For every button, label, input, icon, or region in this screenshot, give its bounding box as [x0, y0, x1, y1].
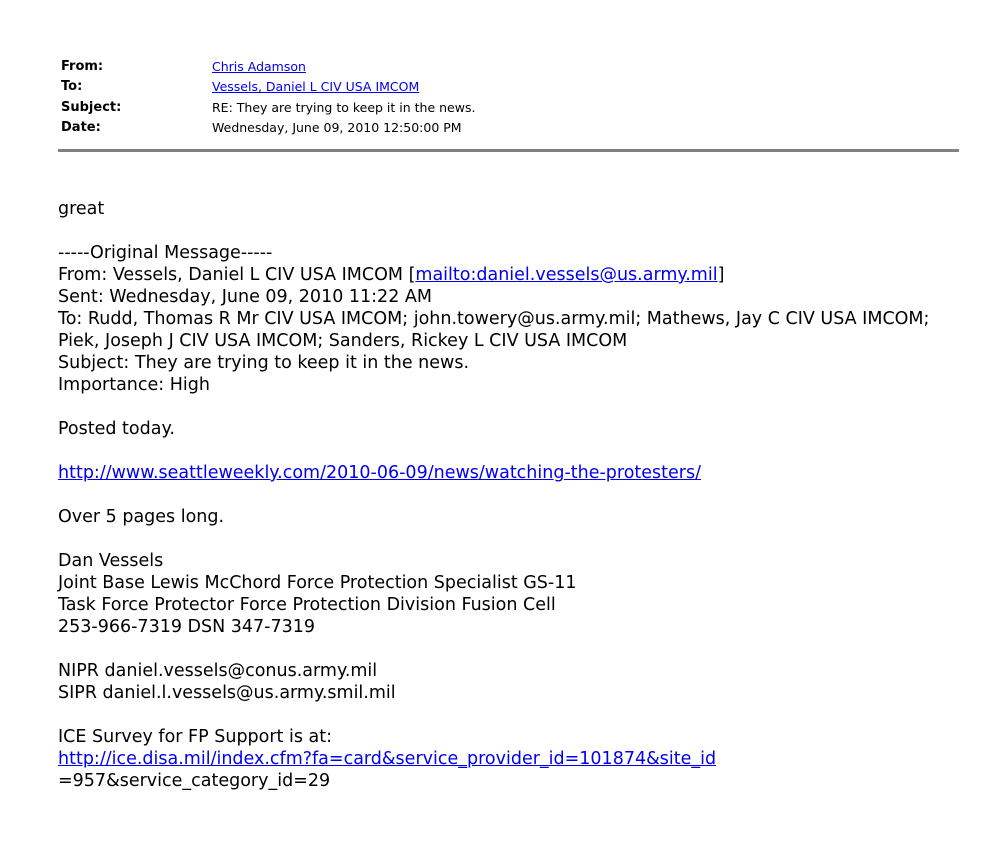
- signature-phone: 253-966-7319 DSN 347-7319: [58, 617, 316, 637]
- signature-title: Joint Base Lewis McChord Force Protection Specialist GS-11: [58, 573, 577, 593]
- spacer: [58, 396, 968, 418]
- signature-sipr: SIPR daniel.l.vessels@us.army.smil.mil: [58, 683, 396, 703]
- spacer: [58, 638, 968, 660]
- original-from-prefix: From: Vessels, Daniel L CIV USA IMCOM [: [58, 265, 416, 285]
- ice-survey-link[interactable]: http://ice.disa.mil/index.cfm?fa=card&service_provider_id=101874&site_id: [58, 749, 717, 769]
- from-label: From:: [61, 58, 104, 74]
- spacer: [58, 440, 968, 462]
- subject-value: RE: They are trying to keep it in the news.: [212, 99, 476, 115]
- date-label: Date:: [61, 120, 101, 136]
- original-message-separator: -----Original Message-----: [58, 243, 273, 263]
- from-row: [61, 56, 959, 77]
- original-to-line-1: To: Rudd, Thomas R Mr CIV USA IMCOM; john.towery@us.army.mil; Mathews, Jay C CIV USA IMCOM;: [58, 309, 930, 329]
- subject-label: Subject:: [61, 99, 122, 115]
- ice-link-line: [58, 748, 968, 770]
- reply-text: great: [58, 199, 105, 219]
- to-label: To:: [61, 79, 83, 95]
- ice-link-continuation: =957&service_category_id=29: [58, 771, 331, 791]
- from-sender-link[interactable]: Chris Adamson: [212, 58, 306, 74]
- email-header: [61, 56, 959, 138]
- signature-unit: Task Force Protector Force Protection Division Fusion Cell: [58, 595, 556, 615]
- original-from-suffix: ]: [717, 265, 725, 285]
- mailto-link[interactable]: mailto:daniel.vessels@us.army.mil: [415, 265, 718, 285]
- posted-text: Posted today.: [58, 419, 175, 439]
- article-link[interactable]: http://www.seattleweekly.com/2010-06-09/news/watching-the-protesters/: [58, 463, 702, 483]
- signature-nipr: NIPR daniel.vessels@conus.army.mil: [58, 661, 378, 681]
- spacer: [58, 484, 968, 506]
- header-divider: [58, 149, 959, 152]
- original-importance-line: Importance: High: [58, 375, 210, 395]
- original-to-line-2: Piek, Joseph J CIV USA IMCOM; Sanders, Rickey L CIV USA IMCOM: [58, 331, 628, 351]
- ice-survey-label: ICE Survey for FP Support is at:: [58, 727, 333, 747]
- email-body: [58, 198, 968, 792]
- spacer: [58, 704, 968, 726]
- date-value: Wednesday, June 09, 2010 12:50:00 PM: [212, 120, 462, 136]
- spacer: [58, 528, 968, 550]
- subject-row: [61, 97, 959, 118]
- original-subject-line: Subject: They are trying to keep it in the news.: [58, 353, 470, 373]
- original-from-line: [58, 264, 968, 286]
- article-line: [58, 462, 968, 484]
- signature-name: Dan Vessels: [58, 551, 164, 571]
- original-sent-line: Sent: Wednesday, June 09, 2010 11:22 AM: [58, 287, 432, 307]
- to-recipient-link[interactable]: Vessels, Daniel L CIV USA IMCOM: [212, 79, 420, 95]
- date-row: [61, 118, 959, 139]
- pages-text: Over 5 pages long.: [58, 507, 225, 527]
- spacer: [58, 220, 968, 242]
- to-row: [61, 77, 959, 98]
